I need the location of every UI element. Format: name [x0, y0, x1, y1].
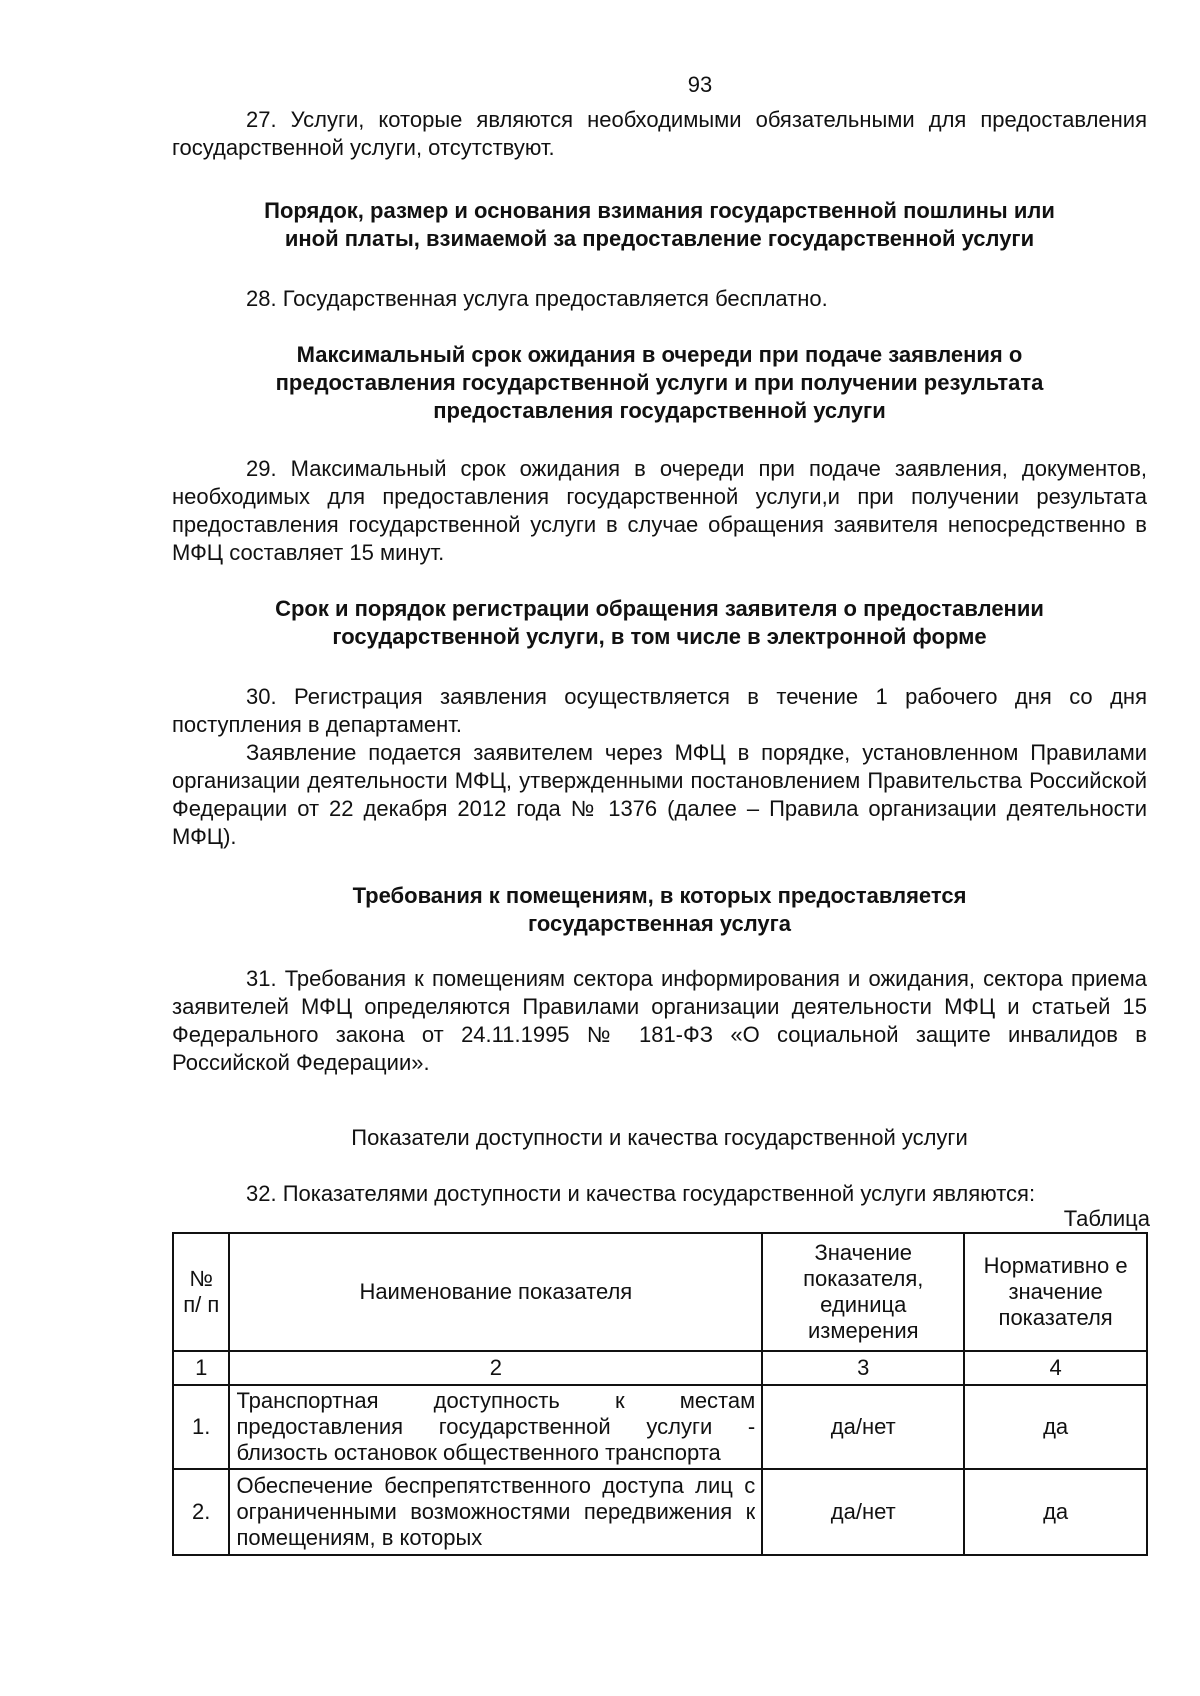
heading-premises: [172, 882, 1147, 938]
paragraph-32: [172, 1180, 1147, 1208]
heading-registration-line2: государственной услуги, в том числе в электронной форме: [332, 624, 987, 649]
paragraph-30: [172, 683, 1147, 851]
header-indicator-value: Значение показателя, единица измерения: [762, 1233, 964, 1351]
row-normative-value: да: [964, 1469, 1147, 1555]
row-indicator-value: да/нет: [762, 1469, 964, 1555]
paragraph-27: [172, 106, 1147, 162]
row-number: 1.: [173, 1385, 229, 1469]
heading-queue-time: [172, 341, 1147, 425]
paragraph-29: [172, 455, 1147, 567]
heading-state-fee: [172, 197, 1147, 253]
heading-registration-line1: Срок и порядок регистрации обращения заявителя о предоставлении: [275, 596, 1044, 621]
page-number: 93: [687, 72, 713, 97]
heading-quality-indicators: Показатели доступности и качества государственной услуги: [351, 1125, 968, 1150]
paragraph-30-text-b: Заявление подается заявителем через МФЦ в порядке, установленном Правилами организации деятельности МФЦ, утвержденными постановлением Правительства Российской Федерации от 22 декабря 2012 года № 1376 (далее – Правила организации деятельности МФЦ).: [172, 740, 1147, 849]
paragraph-27-text: 27. Услуги, которые являются необходимыми обязательными для предоставления государственной услуги, отсутствуют.: [172, 107, 1147, 160]
table-row: [173, 1385, 1147, 1469]
heading-premises-line2: государственная услуга: [527, 911, 792, 936]
paragraph-28-text: 28. Государственная услуга предоставляется бесплатно.: [246, 286, 828, 311]
row-indicator-name: Обеспечение беспрепятственного доступа лиц с ограниченными возможностями передвижения к помещениям, в которых: [236, 1473, 756, 1550]
header-number: № п/ п: [173, 1233, 229, 1351]
indicators-table: [172, 1232, 1148, 1556]
column-number: 3: [762, 1351, 964, 1385]
row-indicator-name: Транспортная доступность к местам предоставления государственной услуги - близость остановок общественного транспорта: [229, 1385, 762, 1469]
header-indicator-name: Наименование показателя: [229, 1233, 762, 1351]
column-number: 4: [964, 1351, 1147, 1385]
row-indicator-name-cell: [229, 1469, 762, 1555]
table-column-numbers-row: [173, 1351, 1147, 1385]
table-row: [173, 1469, 1147, 1555]
heading-queue-time-line3: предоставления государственной услуги: [433, 398, 886, 423]
heading-state-fee-line1: Порядок, размер и основания взимания государственной пошлины или: [264, 198, 1055, 223]
heading-state-fee-line2: иной платы, взимаемой за предоставление государственной услуги: [284, 226, 1035, 251]
table-header-row: [173, 1233, 1147, 1351]
row-number: 2.: [173, 1469, 229, 1555]
heading-queue-time-line2: предоставления государственной услуги и при получении результата: [275, 370, 1044, 395]
column-number: 1: [173, 1351, 229, 1385]
row-indicator-value: да/нет: [762, 1385, 964, 1469]
table-caption: Таблица: [1063, 1206, 1150, 1231]
paragraph-31-text: 31. Требования к помещениям сектора информирования и ожидания, сектора приема заявителей МФЦ определяются Правилами организации деятельности МФЦ и статьей 15 Федерального закона от 24.11.1995 № 181-ФЗ «О социальной защите инвалидов в Российской Федерации».: [172, 966, 1147, 1075]
row-normative-value: да: [964, 1385, 1147, 1469]
heading-queue-time-line1: Максимальный срок ожидания в очереди при подаче заявления о: [296, 342, 1023, 367]
column-number: 2: [229, 1351, 762, 1385]
paragraph-32-text: 32. Показателями доступности и качества государственной услуги являются:: [246, 1181, 1036, 1206]
heading-premises-line1: Требования к помещениям, в которых предоставляется: [352, 883, 967, 908]
paragraph-28: [172, 285, 1147, 313]
header-normative-value: Нормативно е значение показателя: [964, 1233, 1147, 1351]
paragraph-31: [172, 965, 1147, 1077]
paragraph-30-text-a: 30. Регистрация заявления осуществляется в течение 1 рабочего дня со дня поступления в департамент.: [172, 684, 1147, 737]
heading-registration: [172, 595, 1147, 651]
paragraph-29-text: 29. Максимальный срок ожидания в очереди при подаче заявления, документов, необходимых для предоставления государственной услуги,и при получении результата предоставления государственной услуги в случае обращения заявителя непосредственно в МФЦ составляет 15 минут.: [172, 456, 1147, 565]
